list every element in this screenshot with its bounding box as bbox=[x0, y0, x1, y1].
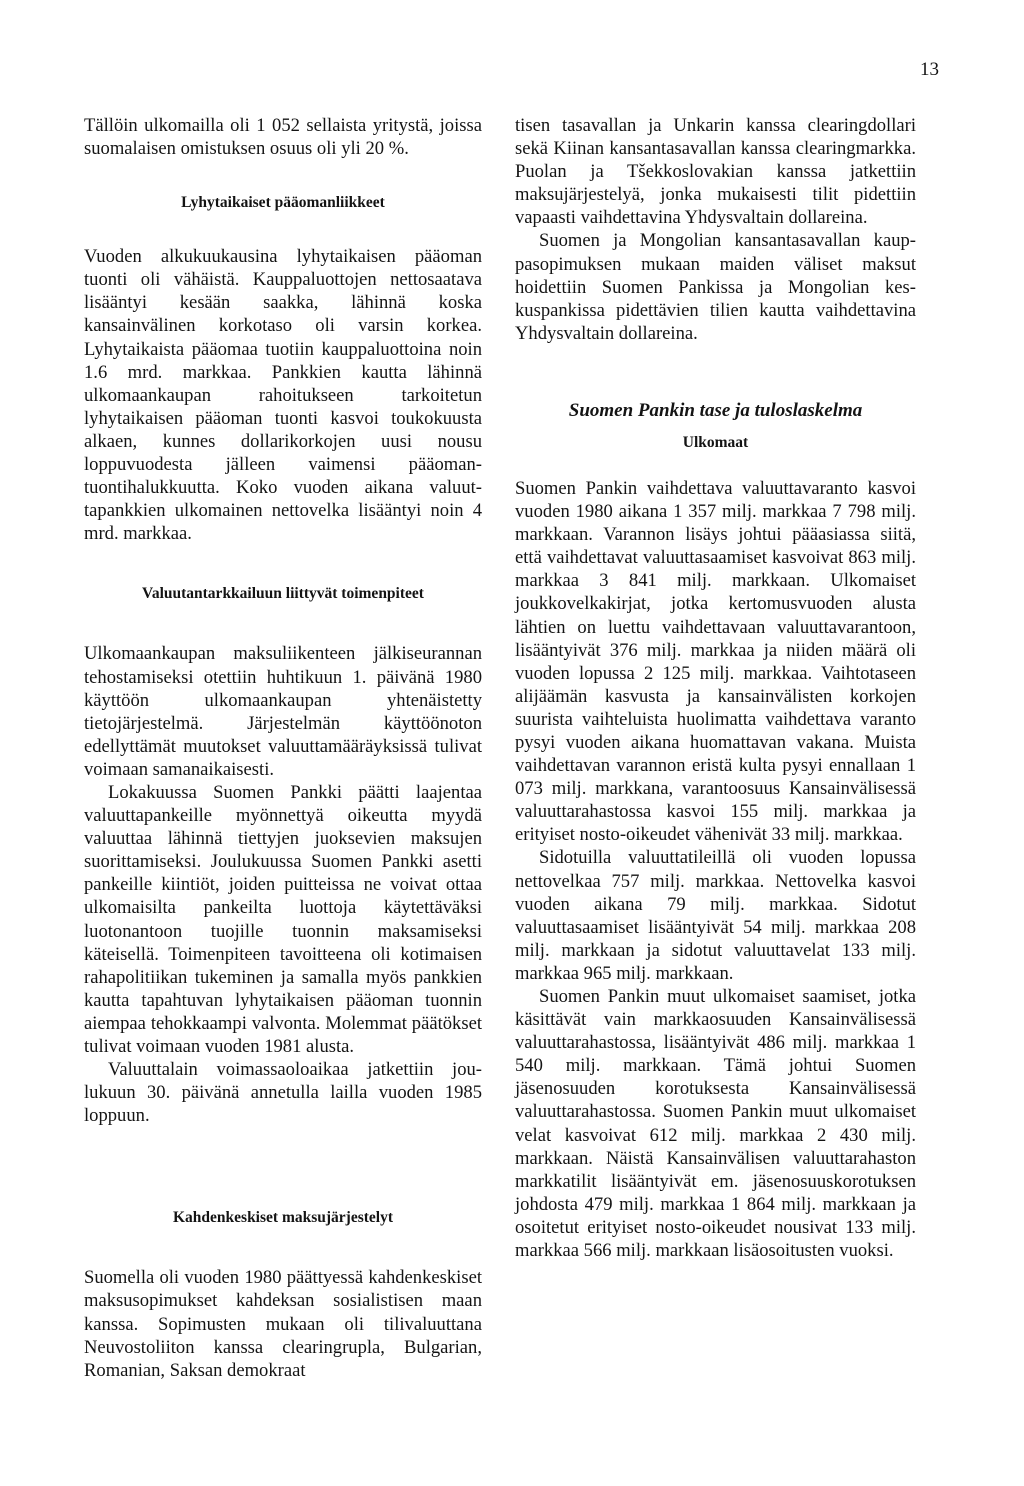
right-column bbox=[515, 114, 916, 1262]
page-number: 13 bbox=[920, 59, 939, 80]
balance-sheet-paragraph: Suomen Pankin vaihdettava valuuttavaranto kasvoi vuoden 1980 aikana 1 357 milj. markkaa 7 798 milj. markkaan. Varannon lisäys johtui pääasiassa siitä, että vaihdettavat valuuttasaamiset kasvoivat 863 milj. markkaa 3 841 milj. markkaan. Ulkomaiset joukkovelkakirjat, jotka kertomusvuoden alusta lähtien on luettu vaihdettavaan valuuttavarantoon, lisääntyivät 376 milj. markkaa ja niiden määrä oli vuoden lopussa 2 125 milj. markkaa. Vaihtotaseen alijäämän kasvusta ja kansainvälisten korkojen suurista vaihteluista huolimatta vaihdettava varanto pysyi vuoden aikana huomattavan vakana. Muista vaihdettavan varannon eristä kulta pysyi ennallaan 1 073 milj. markkana, varantoosuus Kansainvälisessä valuuttarahastossa kasvoi 155 milj. markkaa ja erityiset nosto-oikeudet vähenivät 33 milj. markkaa. bbox=[515, 477, 916, 846]
exchange-control-paragraph: Ulkomaankaupan maksuliikenteen jälkiseurannan tehostamiseksi otettiin huhtikuun 1. päivänä 1980 käyttöön ulkomaankaupan yhtenäistetty tietojärjestelmä. Järjestelmän käyttöönoton edellyttämät muutokset valuuttamääräyksissä tulivat voimaan samanaikaisesti. bbox=[84, 643, 482, 780]
balance-sheet-paragraph: Sidotuilla valuuttatileillä oli vuoden lopussa nettovelkaa 757 milj. markkaa. Nettovelka kasvoi vuoden aikana 79 milj. markkaa. Sidotut valuuttasaamiset lisääntyivät 54 milj. markkaa 208 milj. markkaan ja sidotut valuuttavelat 133 milj. markkaa 965 milj. markkaan. bbox=[515, 847, 916, 984]
bilateral-payments-paragraph: Suomella oli vuoden 1980 päättyessä kahdenkeskiset maksusopimukset kahdeksan sosialistisen maan kanssa. Sopimusten mukaan oli tilivaluuttana Neuvostoliiton kanssa clearingrupla, Bulgarian, Romanian, Saksan demokraat bbox=[84, 1267, 482, 1381]
exchange-control-paragraph: Valuuttalain voimassaoloaikaa jatkettiin joulukuun 30. päivänä annetulla lailla vuoden 1985 loppuun. bbox=[84, 1059, 482, 1127]
section-heading-bilateral-payments: Kahdenkeskiset maksujärjestelyt bbox=[172, 1209, 393, 1227]
section-subheading-foreign: Ulkomaat bbox=[682, 433, 749, 451]
short-term-capital-paragraph: Vuoden alkukuukausina lyhytaikaisen pääoman tuonti oli vähäistä. Kauppaluottojen nettosaatava lisääntyi kesään saakka, lähinnä koska kansainvälinen korkotaso oli varsin korkea. Lyhytaikaista pääomaa tuotiin kauppaluottoina noin 1.6 mrd. markkaa. Pankkien kautta lähinnä ulkomaankaupan rahoitukseen tarkoitetun lyhytaikaisen pääoman tuonti kasvoi toukokuusta alkaen, kunnes dollarikorkojen uusi nousu loppuvuodesta jälleen vaimensi pääomantuontihalukkuutta. Koko vuoden aikana valuuttapankkien ulkomainen nettovelka lisääntyi noin 4 mrd. markkaa. bbox=[84, 246, 482, 545]
balance-sheet-paragraph: Suomen Pankin muut ulkomaiset saamiset, jotka käsittävät vain markkaosuuden Kansainvälisessä valuuttarahastossa, lisääntyivät 486 milj. markkaa 1 540 milj. markkaan. Tämä johtui Suomen jäsenosuuden korotuksesta Kansainvälisessä valuuttarahastossa. Suomen Pankin muut ulkomaiset velat kasvoivat 612 milj. markkaa 2 430 milj. markkaan. Näistä Kansainvälisen valuuttarahaston markkatilit lisääntyivät em. jäsenosuuskorotuksen johdosta 479 milj. markkaa 1 864 milj. markkaan ja osoitetut erityiset nosto-oikeudet nousivat 133 milj. markkaa 566 milj. markkaan lisäosoitusten vuoksi. bbox=[515, 986, 916, 1262]
exchange-control-paragraph: Lokakuussa Suomen Pankki päätti laajentaa valuuttapankeille myönnettyä oikeutta myydä valuuttaa lähinnä tiettyjen juoksevien maksujen suorittamiseksi. Joulukuussa Suomen Pankki asetti pankeille kiintiöt, joiden puitteissa ne voivat ottaa ulkomaisilta pankeilta luottoja käytettäväksi luotonantoon tuojille tuonnin maksamiseksi käteisellä. Toimenpiteen tavoitteena oli kotimaisen rahapolitiikan tukeminen ja samalla myös pankkien kautta tapahtuvan lyhytaikaisen pääoman tuonnin aiempaa tehokkaampi valvonta. Molemmat päätökset tulivat voimaan vuoden 1981 alusta. bbox=[84, 781, 482, 1057]
section-heading-short-term-capital: Lyhytaikaiset pääomanliikkeet bbox=[181, 194, 385, 212]
mongolia-paragraph: Suomen ja Mongolian kansantasavallan kauppasopimuksen mukaan maiden väliset maksut hoidettiin Suomen Pankissa ja Mongolian keskuspankissa pidettävien tilien kautta vaihdettavina Yhdysvaltain dollareina. bbox=[515, 230, 916, 344]
intro-paragraph: Tällöin ulkomailla oli 1 052 sellaista yritystä, joissa suomalaisen omistuksen osuus oli yli 20 %. bbox=[84, 115, 482, 160]
section-heading-exchange-control: Valuutantarkkailuun liittyvät toimenpiteet bbox=[142, 585, 424, 603]
section-title-balance-sheet: Suomen Pankin tase ja tuloslaskelma bbox=[568, 399, 863, 421]
continuation-paragraph: tisen tasavallan ja Unkarin kanssa clearingdollari sekä Kiinan kansantasavallan kanssa clearingmarkka. Puolan ja Tšekkoslovakian kanssa jatkettiin maksujärjestelyä, jonka mukaisesti tilit pidettiin vapaasti vaihdettavina Yhdysvaltain dollareina. bbox=[515, 115, 916, 229]
left-column bbox=[84, 114, 482, 1382]
